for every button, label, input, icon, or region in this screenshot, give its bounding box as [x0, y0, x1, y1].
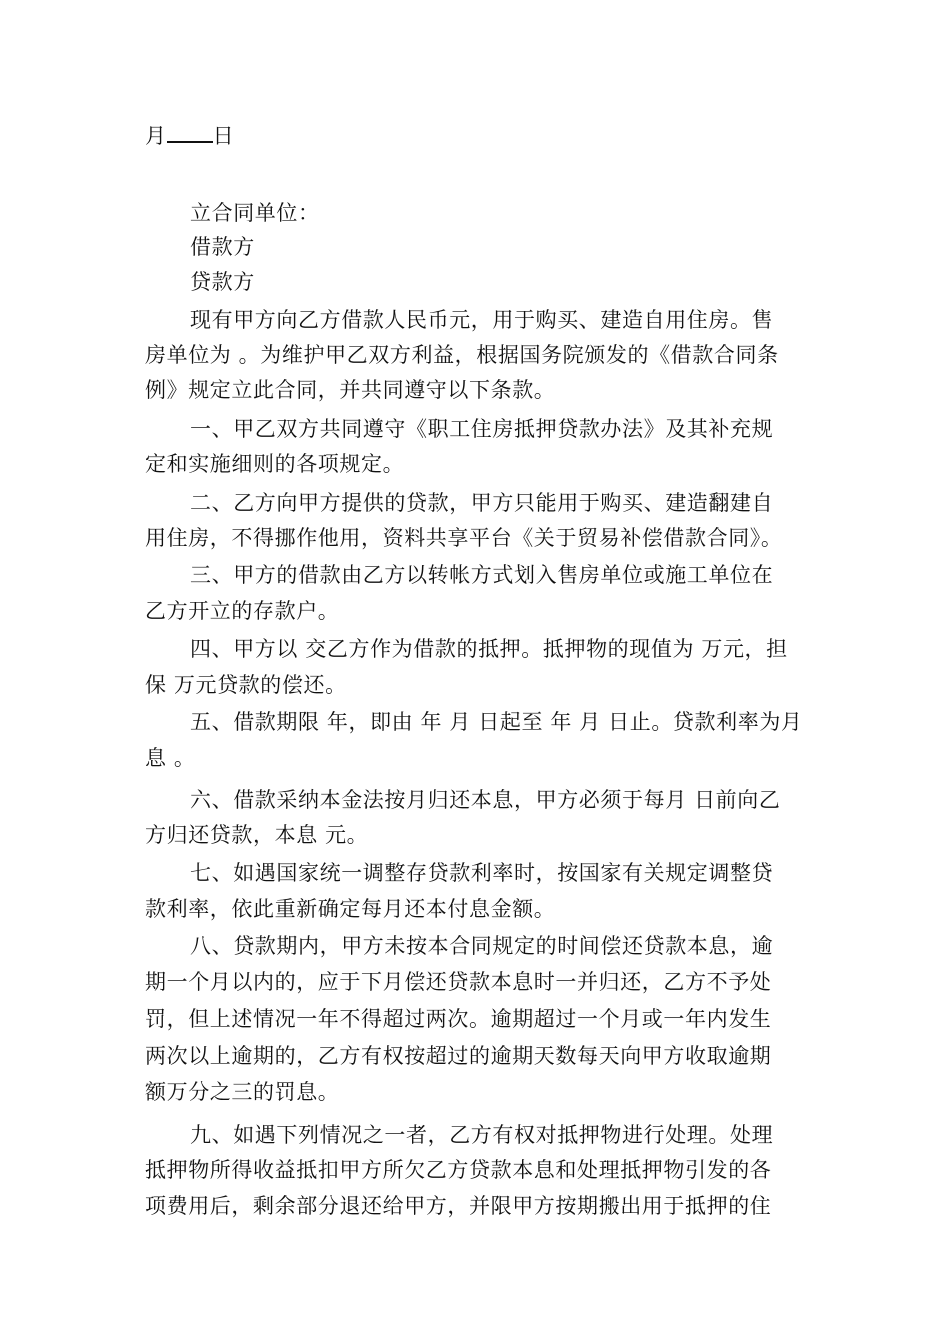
clause-9-line-2: 抵押物所得收益抵扣甲方所欠乙方贷款本息和处理抵押物引发的各: [145, 1158, 772, 1182]
clause-2-line-1: 二、乙方向甲方提供的贷款，甲方只能用于购买、建造翻建自: [190, 491, 774, 515]
signatory-title: 立合同单位：: [190, 201, 320, 225]
date-line: [145, 121, 815, 151]
borrower-label: 借款方: [190, 235, 255, 259]
clause-3-line-2: 乙方开立的存款户。: [145, 599, 340, 623]
intro-line-1: 现有甲方向乙方借款人民币元，用于购买、建造自用住房。售: [190, 308, 774, 332]
clause-6-line-1: 六、借款采纳本金法按月归还本息，甲方必须于每月 日前向乙: [190, 788, 781, 812]
clause-8-line-5: 额万分之三的罚息。: [145, 1080, 340, 1104]
clause-8-line-1: 八、贷款期内，甲方未按本合同规定的时间偿还贷款本息，逾: [190, 934, 774, 958]
intro-line-3: 例》规定立此合同，并共同遵守以下条款。: [145, 378, 556, 402]
clause-6-line-2: 方归还贷款，本息 元。: [145, 823, 369, 847]
clause-4-line-1: 四、甲方以 交乙方作为借款的抵押。抵押物的现值为 万元，担: [190, 637, 788, 661]
clause-8-line-3: 罚，但上述情况一年不得超过两次。逾期超过一个月或一年内发生: [145, 1007, 772, 1031]
clause-7-line-2: 款利率，依此重新确定每月还本付息金额。: [145, 897, 556, 921]
clause-9-line-3: 项费用后，剩余部分退还给甲方，并限甲方按期搬出用于抵押的住: [145, 1194, 772, 1218]
day-label: 日: [212, 124, 235, 148]
clause-5-line-1: 五、借款期限 年，即由 年 月 日起至 年 月 日止。贷款利率为月: [190, 710, 803, 734]
clause-7-line-1: 七、如遇国家统一调整存贷款利率时，按国家有关规定调整贷: [190, 861, 774, 885]
month-label: 月: [145, 124, 167, 148]
clause-2-line-2: 用住房，不得挪作他用，资料共享平台《关于贸易补偿借款合同》。: [145, 526, 783, 550]
clause-5-line-2: 息 。: [145, 746, 196, 770]
clause-4-line-2: 保 万元贷款的偿还。: [145, 673, 347, 697]
clause-8-line-2: 期一个月以内的，应于下月偿还贷款本息时一并归还，乙方不予处: [145, 970, 772, 994]
lender-label: 贷款方: [190, 270, 255, 294]
day-blank: [167, 123, 213, 143]
clause-1-line-2: 定和实施细则的各项规定。: [145, 452, 405, 476]
clause-1-line-1: 一、甲乙双方共同遵守《职工住房抵押贷款办法》及其补充规: [190, 417, 774, 441]
clause-9-line-1: 九、如遇下列情况之一者，乙方有权对抵押物进行处理。处理: [190, 1123, 774, 1147]
clause-3-line-1: 三、甲方的借款由乙方以转帐方式划入售房单位或施工单位在: [190, 563, 774, 587]
intro-line-2: 房单位为 。为维护甲乙双方利益，根据国务院颁发的《借款合同条: [145, 343, 779, 367]
clause-8-line-4: 两次以上逾期的，乙方有权按超过的逾期天数每天向甲方收取逾期: [145, 1044, 772, 1068]
